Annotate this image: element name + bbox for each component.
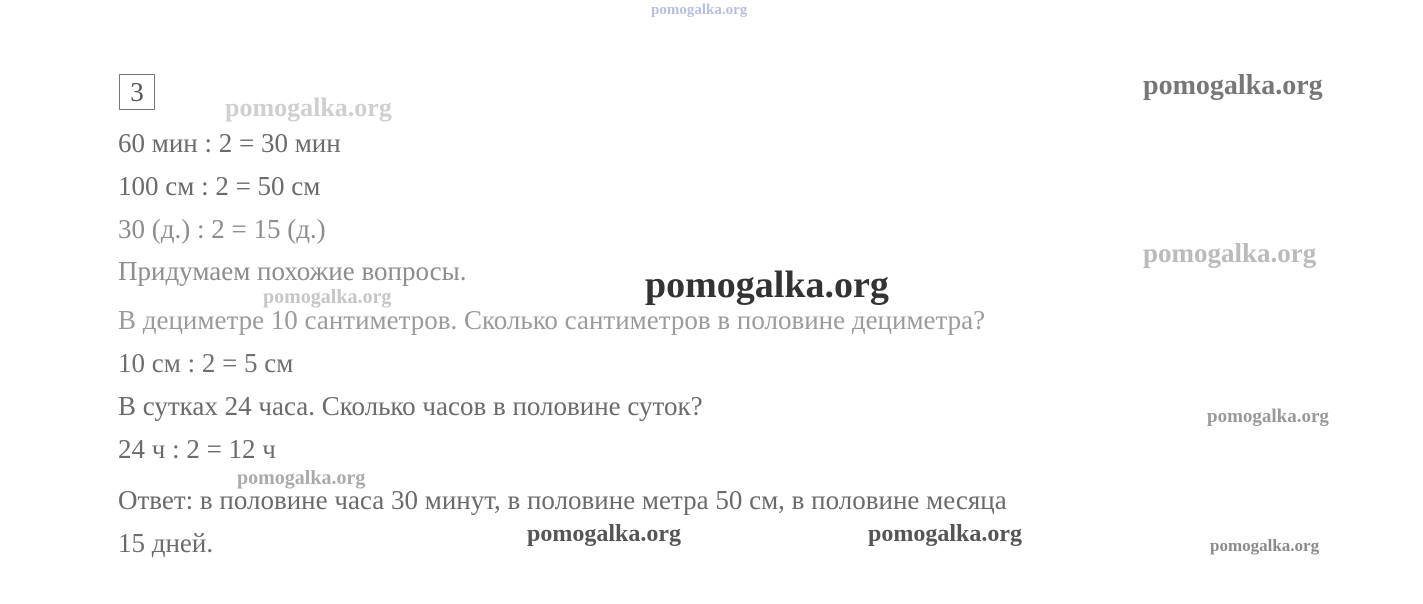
watermark-i: pomogalka.org	[868, 521, 1023, 547]
watermark-f: pomogalka.org	[1207, 406, 1329, 427]
solution-line-1: 60 мин : 2 = 30 мин	[118, 128, 341, 158]
watermark-e: pomogalka.org	[263, 286, 392, 308]
watermark-top: pomogalka.org	[651, 2, 748, 18]
watermark-h: pomogalka.org	[527, 521, 682, 547]
watermark-b: pomogalka.org	[1143, 70, 1323, 101]
watermark-d: pomogalka.org	[645, 264, 889, 306]
solution-line-4: Придумаем похожие вопросы.	[118, 256, 467, 286]
task-number-label: 3	[130, 76, 144, 107]
solution-line-8: 24 ч : 2 = 12 ч	[118, 434, 276, 464]
solution-line-6: 10 см : 2 = 5 см	[118, 348, 294, 378]
solution-line-9: Ответ: в половине часа 30 минут, в половине метра 50 см, в половине месяца	[118, 485, 1007, 515]
watermark-c: pomogalka.org	[1143, 238, 1317, 268]
watermark-a: pomogalka.org	[225, 93, 392, 122]
solution-line-10: 15 дней.	[118, 528, 214, 558]
task-number-box	[119, 74, 155, 110]
solution-line-5: В дециметре 10 сантиметров. Сколько сантиметров в половине дециметра?	[118, 305, 986, 335]
watermark-j: pomogalka.org	[1210, 536, 1320, 555]
watermark-g: pomogalka.org	[237, 467, 366, 489]
solution-line-7: В сутках 24 часа. Сколько часов в половине суток?	[118, 391, 703, 421]
solution-line-3: 30 (д.) : 2 = 15 (д.)	[118, 214, 326, 244]
solution-line-2: 100 см : 2 = 50 см	[118, 171, 321, 201]
